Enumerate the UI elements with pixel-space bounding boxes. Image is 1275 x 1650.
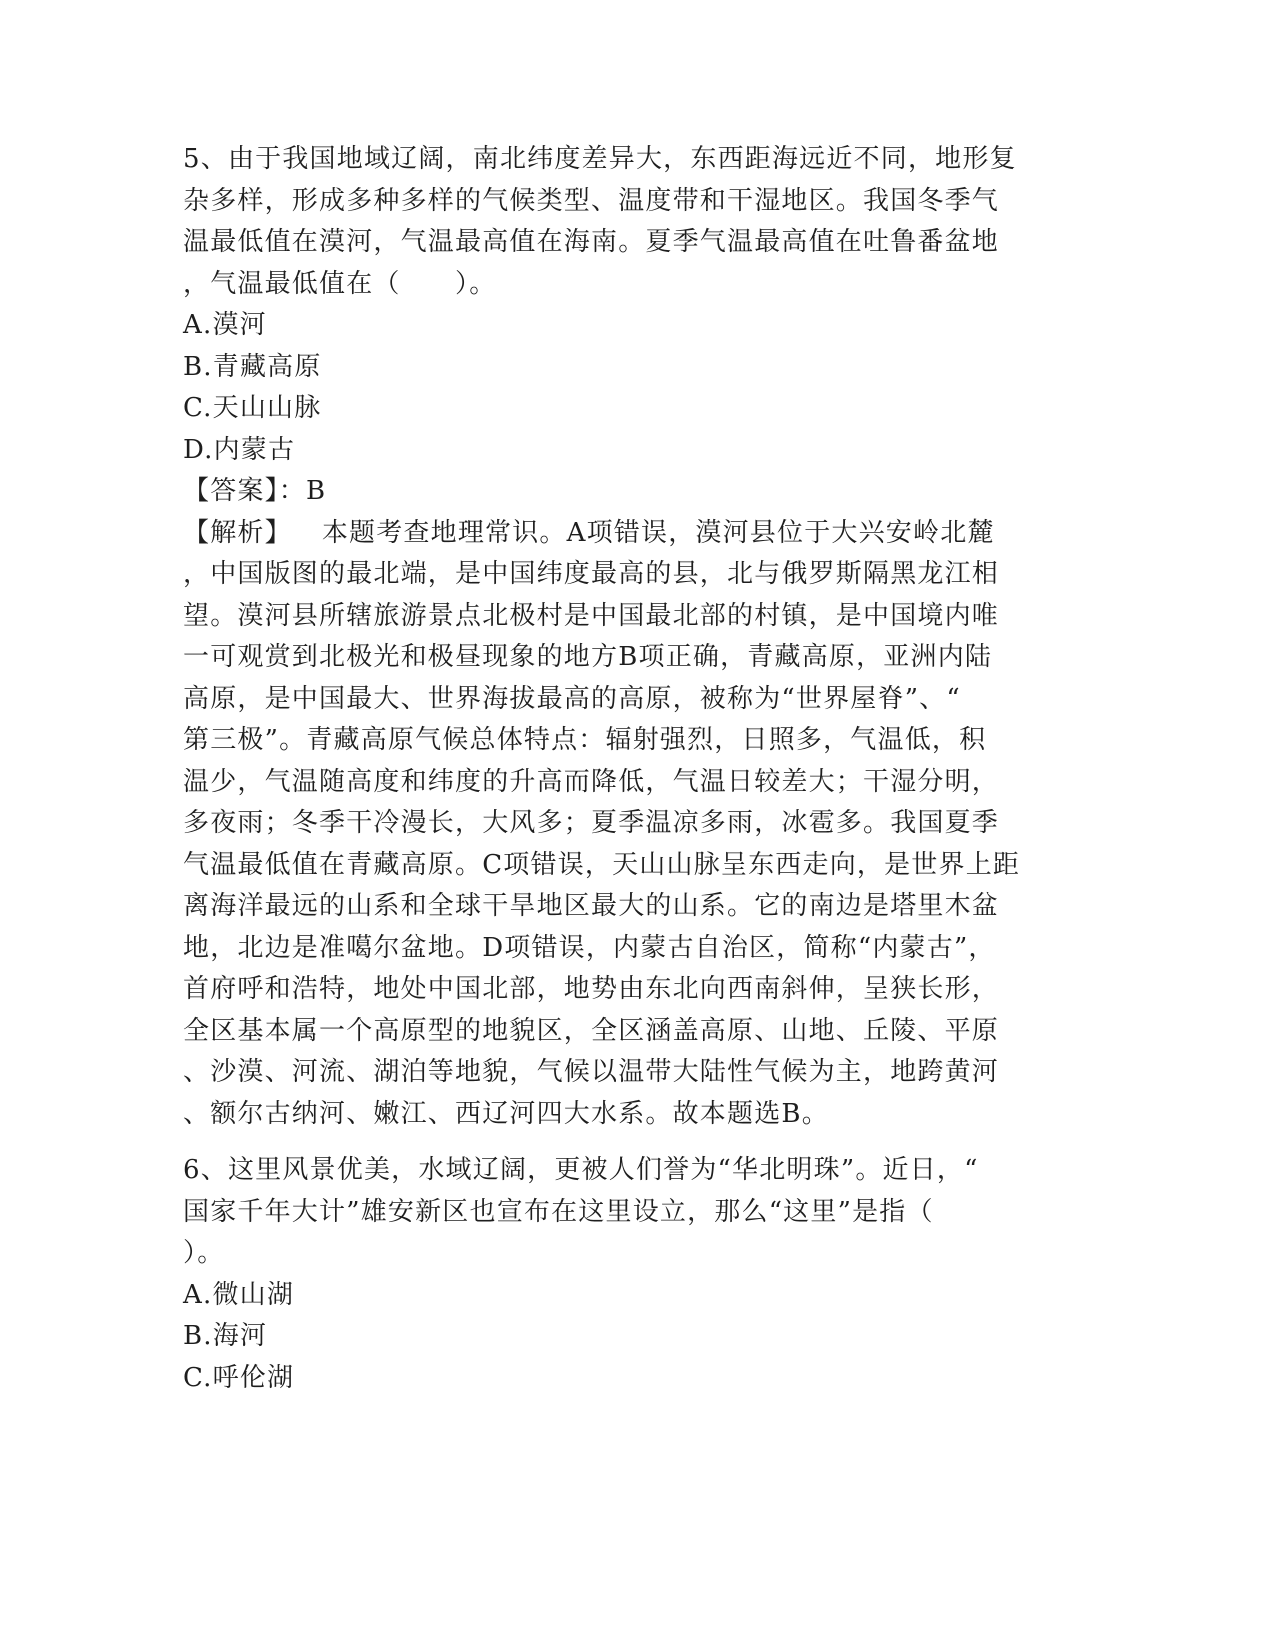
option-list xyxy=(183,305,1063,471)
analysis-block xyxy=(183,513,1063,1136)
analysis-line: 多夜雨；冬季干冷漫长，大风多；夏季温凉多雨，冰雹多。我国夏季 xyxy=(183,808,1000,838)
option-b: B.青藏高原 xyxy=(183,351,322,382)
analysis-label: 【解析】 xyxy=(183,517,292,548)
analysis-line: 全区基本属一个高原型的地貌区，全区涵盖高原、山地、丘陵、平原 xyxy=(183,1015,1000,1046)
analysis-line: 一可观赏到北极光和极昼现象的地方B项正确，青藏高原，亚洲内陆 xyxy=(183,642,993,672)
analysis-line: 第三极”。青藏高原气候总体特点：辐射强烈，日照多，气温低，积 xyxy=(183,725,987,755)
option-a: A.微山湖 xyxy=(183,1279,295,1310)
answer-line xyxy=(183,471,1063,513)
analysis-first-line xyxy=(183,513,1063,555)
analysis-line: 本题考查地理常识。A项错误，漠河县位于大兴安岭北麓 xyxy=(321,517,995,548)
analysis-line: 气温最低值在青藏高原。C项错误，天山山脉呈东西走向，是世界上距 xyxy=(183,849,1021,880)
question-stem xyxy=(183,1150,1063,1275)
option-d: D.内蒙古 xyxy=(183,434,296,465)
stem-line: 5、由于我国地域辽阔，南北纬度差异大，东西距海远近不同，地形复 xyxy=(183,144,1017,174)
stem-line: 杂多样，形成多种多样的气候类型、温度带和干湿地区。我国冬季气 xyxy=(183,185,1000,216)
stem-line: 6、这里风景优美，水域辽阔，更被人们誉为“华北明珠”。近日，“ xyxy=(183,1155,979,1185)
question-5 xyxy=(183,139,1063,1135)
answer-label: 【答案】： xyxy=(183,476,307,506)
option-list xyxy=(183,1275,1063,1400)
analysis-line: ，中国版图的最北端，是中国纬度最高的县，北与俄罗斯隔黑龙江相 xyxy=(183,559,1000,589)
option-a: A.漠河 xyxy=(183,310,267,340)
option-c: C.天山山脉 xyxy=(183,393,322,423)
analysis-line: 离海洋最远的山系和全球干旱地区最大的山系。它的南边是塔里木盆 xyxy=(183,891,1000,921)
question-stem xyxy=(183,139,1063,305)
stem-line: ）。 xyxy=(183,1238,225,1268)
analysis-line: 温少，气温随高度和纬度的升高而降低，气温日较差大；干湿分明， xyxy=(183,766,1000,797)
answer-value: B xyxy=(306,476,327,506)
analysis-line: 、沙漠、河流、湖泊等地貌，气候以温带大陆性气候为主，地跨黄河 xyxy=(183,1057,1000,1087)
analysis-line: 首府呼和浩特，地处中国北部，地势由东北向西南斜伸，呈狭长形， xyxy=(183,974,1000,1004)
analysis-line: 、额尔古纳河、嫩江、西辽河四大水系。故本题选B。 xyxy=(183,1098,829,1129)
option-b: B.海河 xyxy=(183,1321,268,1351)
stem-line: 温最低值在漠河，气温最高值在海南。夏季气温最高值在吐鲁番盆地 xyxy=(183,227,1000,257)
stem-line: ，气温最低值在（ ）。 xyxy=(183,268,497,299)
document-page xyxy=(183,139,1063,1399)
stem-line: 国家千年大计”雄安新区也宣布在这里设立，那么“这里”是指（ xyxy=(183,1196,934,1227)
analysis-line: 高原，是中国最大、世界海拔最高的高原，被称为“世界屋脊”、“ xyxy=(183,683,961,714)
option-c: C.呼伦湖 xyxy=(183,1362,295,1393)
question-6 xyxy=(183,1150,1063,1399)
analysis-line: 望。漠河县所辖旅游景点北极村是中国最北部的村镇，是中国境内唯 xyxy=(183,600,1000,631)
analysis-line: 地，北边是准噶尔盆地。D项错误，内蒙古自治区，简称“内蒙古”， xyxy=(183,932,996,963)
